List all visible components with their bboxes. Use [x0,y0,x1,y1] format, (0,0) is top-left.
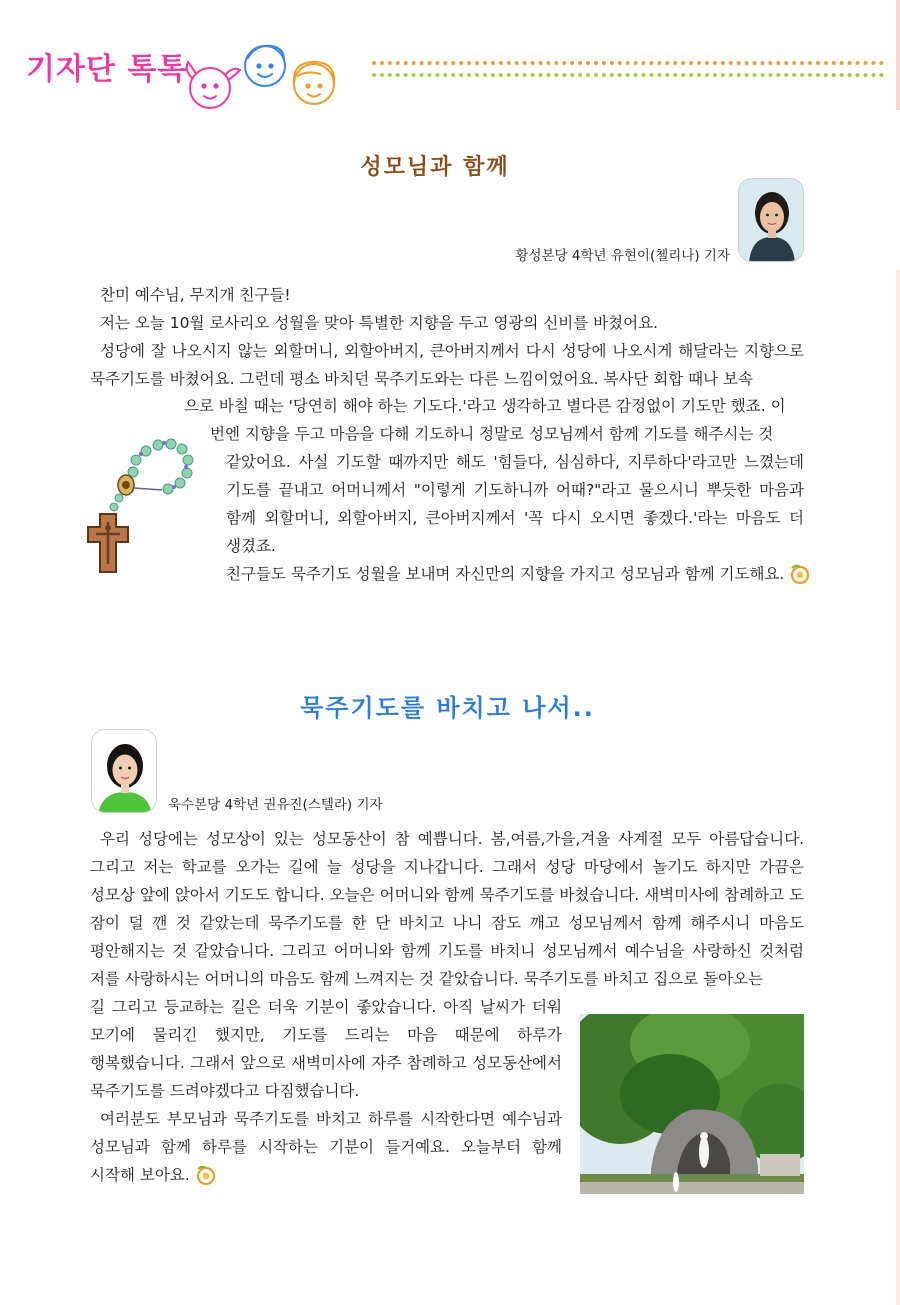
grotto-photo [580,1014,804,1194]
article2-paragraph-1 [90,825,804,993]
article1-paragraph-3b: 번엔 지향을 두고 마음을 다해 기도하니 정말로 성모님께서 함께 기도를 해주시는 것 [210,425,774,443]
article2-title: 묵주기도를 바치고 나서.. [300,694,595,722]
article1-paragraph-2: 성당에 잘 나오시지 않는 외할머니, 외할아버지, 큰아버지께서 다시 성당에 나오시게 해달라는 지향으로 묵주기도를 바쳤어요. 그런데 평소 바치던 묵주기도와는 다른 느낌이었어요. 복사단 회합 때나 보속 [90,342,804,388]
end-mark-icon [788,562,810,584]
article2-paragraph-2: 길 그리고 등교하는 길은 더욱 기분이 좋았습니다. 아직 날씨가 더워 모기에 물리긴 했지만, 기도를 드리는 마음 때문에 하루가 행복했습니다. 그래서 앞으로 새벽미사에 자주 참례하고 성모동산에서 묵주기도를 드려야겠다고 다짐했습니다. [90,998,562,1100]
rosary-icon [70,432,200,582]
reporter1-portrait-image [739,179,804,262]
article1-byline: 황성본당 4학년 유현이(첼리나) 기자 [515,248,730,264]
edge-decoration-bottom [896,270,900,1305]
reporter2-photo [91,729,157,813]
kids-faces-icon [180,40,350,112]
article1-paragraph-1: 저는 오늘 10월 로사리오 성월을 맞아 특별한 지향을 두고 영광의 신비를 바쳤어요. [100,314,658,332]
article1-closing [226,560,826,588]
edge-decoration-top [896,0,900,110]
article2-closing-text: 여러분도 부모님과 묵주기도를 바치고 하루를 시작한다면 예수님과 성모님과 함께 하루를 시작하는 기분이 들거예요. 오늘부터 함께 시작해 보아요. [90,1110,562,1184]
article1-closing-text: 친구들도 묵주기도 성월을 보내며 자신만의 지향을 가지고 성모님과 함께 기도해요. [226,565,785,583]
header-divider-orange [372,61,884,65]
section-header-title: 기자단 톡톡 [26,52,188,87]
article1-paragraph-3c: 같았어요. 사실 기도할 때까지만 해도 '힘들다, 심심하다, 지루하다'라고만 느꼈는데 기도를 끝내고 어머니께서 "이렇게 기도하니까 어때?"라고 물으시니 뿌듯한 마음과 함께 외할머니, 외할아버지, 큰아버지께서 '꼭 다시 오시면 좋겠다.'라는 마음도 더 생겼죠. [226,453,804,555]
article2-paragraph-1-text: 우리 성당에는 성모상이 있는 성모동산이 참 예쁩니다. 봄,여름,가을,겨울 사계절 모두 아름답습니다. 그리고 저는 학교를 오가는 길에 늘 성당을 지나갑니다. 그래서 성당 마당에서 놀기도 하지만 가끔은 성모상 앞에 앉아서 기도도 합니다. 오늘은 어머니와 함께 묵주기도를 바쳤습니다. 새벽미사에 참례하고 도 잠이 덜 깬 것 같았는데 묵주기도를 한 단 바치고 나니 잠도 깨고 성모님께서 함께 해주시니 마음도 평안해지는 것 같았습니다. 그리고 어머니와 함께 기도를 바치니 성모님께서 예수님을 사랑하신 것처럼 저를 사랑하시는 어머니의 마음도 함께 느껴지는 것 같았습니다. 묵주기도를 바치고 집으로 돌아오는 [90,830,804,988]
article1-title: 성모님과 함께 [360,155,510,180]
header-divider-green [372,73,884,77]
end-mark-icon [194,1163,216,1185]
article2-byline: 욱수본당 4학년 권유진(스텔라) 기자 [168,797,383,813]
article2-wrap-text [90,993,562,1189]
reporter1-photo [738,178,804,262]
article1-paragraph-3a: 으로 바칠 때는 '당연히 해야 하는 기도다.'라고 생각하고 별다른 감정없이 기도만 했죠. 이 [184,397,786,415]
reporter2-portrait-image [92,730,157,813]
article2-closing [90,1105,562,1189]
article1-greeting: 찬미 예수님, 무지개 친구들! [100,286,291,304]
article1-intro [90,281,804,393]
